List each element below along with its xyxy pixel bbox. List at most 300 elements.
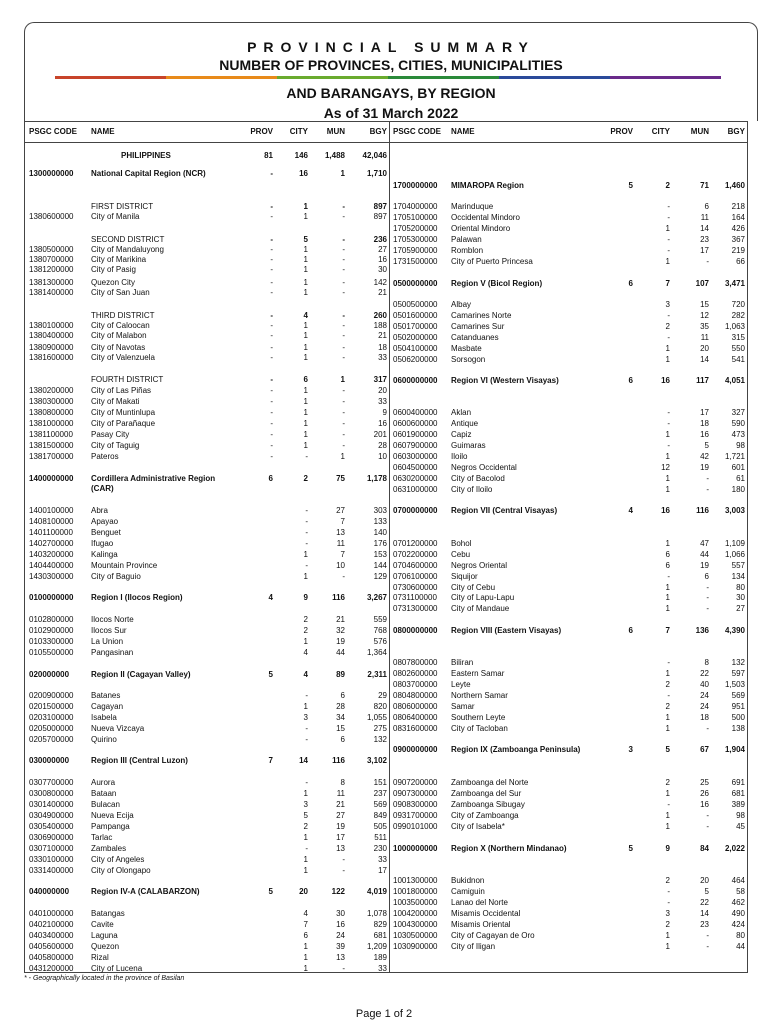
cell-bgy: 541 [731, 355, 745, 364]
cell-prov: - [270, 353, 273, 362]
psgc-code: 0804800000 [393, 691, 438, 700]
cell-city: 1 [303, 953, 308, 962]
cell-city: 1 [665, 669, 670, 678]
cell-mun: 32 [336, 626, 345, 635]
psgc-code: 0304900000 [29, 811, 74, 820]
cell-city: 1 [303, 964, 308, 973]
cell-mun: - [706, 942, 709, 951]
cell-city: - [305, 724, 308, 733]
cell-bgy: 80 [736, 583, 745, 592]
psgc-code: 1430300000 [29, 572, 74, 581]
cell-mun: - [342, 419, 345, 428]
cell-mun: 42 [700, 452, 709, 461]
area-name: City of Zamboanga [451, 811, 519, 820]
area-name: FOURTH DISTRICT [91, 375, 164, 384]
cell-prov: - [270, 386, 273, 395]
area-name: Iloilo [451, 452, 468, 461]
area-name: City of Taguig [91, 441, 140, 450]
column-header-name: NAME [451, 127, 475, 136]
cell-mun: - [706, 583, 709, 592]
table-row [25, 626, 747, 648]
cell-bgy: 236 [373, 235, 387, 244]
area-name: Masbate [451, 344, 482, 353]
cell-bgy: 18 [378, 343, 387, 352]
cell-city: - [667, 441, 670, 450]
cell-mun: 21 [336, 800, 345, 809]
area-name: City of Valenzuela [91, 353, 155, 362]
cell-prov: - [270, 169, 273, 178]
cell-mun: - [706, 811, 709, 820]
area-name: Region VII (Central Visayas) [451, 506, 558, 515]
cell-bgy: 66 [736, 257, 745, 266]
cell-bgy: 720 [731, 300, 745, 309]
cell-mun: - [342, 331, 345, 340]
cell-mun: 22 [700, 898, 709, 907]
psgc-code: 1381200000 [29, 265, 74, 274]
cell-mun: 117 [696, 376, 709, 385]
area-name: City of Mandaluyong [91, 245, 164, 254]
cell-prov: 7 [268, 756, 273, 765]
area-name: City of Manila [91, 212, 140, 221]
psgc-code: 1381100000 [29, 430, 73, 439]
page-number: Page 1 of 2 [355, 1008, 413, 1020]
cell-mun: 24 [700, 691, 709, 700]
psgc-code: 0731100000 [393, 593, 437, 602]
cell-bgy: 1,503 [724, 680, 745, 689]
area-name: Eastern Samar [451, 669, 505, 678]
cell-bgy: 58 [736, 887, 745, 896]
psgc-code: 0500000000 [393, 279, 438, 288]
stripe-segment [610, 76, 721, 79]
cell-mun: - [706, 485, 709, 494]
cell-mun: - [706, 822, 709, 831]
area-name: City of Malabon [91, 331, 147, 340]
cell-bgy: 490 [731, 909, 745, 918]
cell-bgy: 10 [378, 452, 387, 461]
column-header-bgy: BGY [369, 127, 387, 136]
cell-prov: - [270, 311, 273, 320]
area-name: City of Navotas [91, 343, 146, 352]
cell-mun: 17 [700, 408, 709, 417]
psgc-code: 1380600000 [29, 212, 74, 221]
cell-city: - [667, 572, 670, 581]
cell-city: 1 [665, 604, 670, 613]
cell-mun: 116 [696, 506, 709, 515]
cell-prov: - [270, 288, 273, 297]
psgc-code: 0600000000 [393, 376, 438, 385]
psgc-code: 1000000000 [393, 844, 438, 853]
psgc-code: 0331400000 [29, 866, 74, 875]
psgc-code: 0907300000 [393, 789, 438, 798]
cell-mun: 12 [700, 311, 709, 320]
cell-city: 1 [303, 397, 308, 406]
psgc-code: 0704600000 [393, 561, 438, 570]
cell-bgy: 1,364 [366, 648, 387, 657]
cell-bgy: 951 [731, 702, 745, 711]
cell-bgy: 44 [736, 942, 745, 951]
psgc-code: 1705200000 [393, 224, 438, 233]
cell-city: 2 [303, 615, 308, 624]
psgc-code: 0500500000 [393, 300, 438, 309]
cell-prov: - [270, 245, 273, 254]
cell-bgy: 576 [373, 637, 387, 646]
psgc-code: 1001300000 [393, 876, 438, 885]
psgc-code: 0330100000 [29, 855, 74, 864]
cell-bgy: 188 [373, 321, 387, 330]
column-header-code: PSGC CODE [393, 127, 442, 136]
cell-mun: 89 [336, 670, 345, 679]
cell-bgy: 42,046 [362, 151, 387, 160]
psgc-code: 1403200000 [29, 550, 74, 559]
cell-bgy: 315 [731, 333, 745, 342]
cell-city: 1 [665, 811, 670, 820]
cell-bgy: 4,390 [724, 626, 745, 635]
cell-mun: - [342, 572, 345, 581]
cell-bgy: 768 [373, 626, 387, 635]
cell-city: - [667, 333, 670, 342]
cell-mun: 1,488 [324, 151, 345, 160]
cell-mun: - [342, 212, 345, 221]
cell-bgy: 260 [373, 311, 387, 320]
cell-bgy: 505 [373, 822, 387, 831]
psgc-code: 0908300000 [393, 800, 438, 809]
cell-mun: 40 [700, 680, 709, 689]
column-header-mun: MUN [326, 127, 345, 136]
cell-bgy: 4,019 [366, 887, 387, 896]
cell-bgy: 367 [731, 235, 745, 244]
cell-city: 1 [665, 789, 670, 798]
cell-bgy: 500 [731, 713, 745, 722]
psgc-code: 1380500000 [29, 245, 74, 254]
cell-mun: 30 [336, 909, 345, 918]
cell-city: 1 [303, 637, 308, 646]
cell-mun: 44 [336, 648, 345, 657]
table-row [25, 724, 747, 736]
cell-mun: 136 [695, 626, 709, 635]
cell-city: 4 [303, 311, 308, 320]
table-row [25, 376, 747, 398]
area-name: Ifugao [91, 539, 114, 548]
cell-bgy: 1,063 [724, 322, 745, 331]
area-name: Romblon [451, 246, 484, 255]
area-name: City of Caloocan [91, 321, 150, 330]
cell-city: 1 [303, 942, 308, 951]
cell-bgy: 317 [373, 375, 387, 384]
area-name: Quezon [91, 942, 120, 951]
cell-city: 1 [303, 265, 308, 274]
cell-mun: 20 [700, 344, 709, 353]
cell-city: - [667, 898, 670, 907]
cell-city: 1 [665, 355, 670, 364]
area-name: MIMAROPA Region [451, 181, 524, 190]
cell-city: 14 [299, 756, 308, 765]
cell-mun: 23 [700, 235, 709, 244]
psgc-code: 1402700000 [29, 539, 74, 548]
cell-bgy: 151 [373, 778, 387, 787]
cell-bgy: 1,078 [366, 909, 387, 918]
psgc-code: 1400100000 [29, 506, 74, 515]
cell-mun: 39 [336, 942, 345, 951]
cell-mun: 34 [336, 713, 345, 722]
cell-bgy: 473 [731, 430, 745, 439]
color-stripe [55, 76, 721, 79]
cell-bgy: 142 [373, 278, 387, 287]
psgc-code: 0907200000 [393, 778, 438, 787]
cell-city: 1 [665, 257, 670, 266]
psgc-code: 0201500000 [29, 702, 74, 711]
cell-city: - [305, 528, 308, 537]
cell-mun: 1 [340, 169, 345, 178]
area-name: Lanao del Norte [451, 898, 508, 907]
area-name: Bohol [451, 539, 472, 548]
cell-mun: 24 [336, 931, 345, 940]
cell-city: 12 [661, 463, 670, 472]
cell-city: - [667, 800, 670, 809]
cell-mun: 16 [336, 920, 345, 929]
cell-mun: - [342, 397, 345, 406]
cell-mun: - [342, 964, 345, 973]
psgc-code: 0806400000 [393, 713, 438, 722]
cell-bgy: 275 [373, 724, 387, 733]
cell-bgy: 303 [373, 506, 387, 515]
area-name: Pampanga [91, 822, 130, 831]
area-name: Region III (Central Luzon) [91, 756, 188, 765]
cell-city: 6 [303, 375, 308, 384]
cell-prov: - [270, 212, 273, 221]
cell-city: 1 [303, 288, 308, 297]
area-name: Nueva Vizcaya [91, 724, 145, 733]
cell-city: 2 [665, 702, 670, 711]
cell-bgy: 153 [373, 550, 387, 559]
psgc-code: 0706100000 [393, 572, 438, 581]
cell-prov: - [270, 408, 273, 417]
area-name: Kalinga [91, 550, 118, 559]
cell-mun: - [706, 931, 709, 940]
cell-bgy: 17 [378, 866, 387, 875]
psgc-code: 0405800000 [29, 953, 74, 962]
cell-mun: 107 [695, 279, 709, 288]
area-name: Zamboanga Sibugay [451, 800, 525, 809]
cell-city: 1 [303, 855, 308, 864]
cell-mun: - [342, 866, 345, 875]
cell-bgy: 189 [373, 953, 387, 962]
cell-city: - [305, 844, 308, 853]
cell-mun: - [342, 321, 345, 330]
cell-mun: 5 [704, 441, 709, 450]
psgc-code: 0203100000 [29, 713, 74, 722]
cell-city: 1 [303, 408, 308, 417]
area-name: SECOND DISTRICT [91, 235, 165, 244]
cell-prov: 81 [264, 151, 273, 160]
cell-city: 1 [665, 224, 670, 233]
cell-city: 1 [303, 255, 308, 264]
psgc-code: 0205700000 [29, 735, 74, 744]
cell-bgy: 3,471 [724, 279, 745, 288]
cell-city: - [667, 887, 670, 896]
cell-bgy: 20 [378, 386, 387, 395]
cell-bgy: 138 [731, 724, 745, 733]
cell-mun: 75 [336, 474, 345, 483]
area-name: Pangasinan [91, 648, 134, 657]
area-name: City of Bacolod [451, 474, 505, 483]
area-name: Catanduanes [451, 333, 499, 342]
area-name: Capiz [451, 430, 472, 439]
cell-mun: 10 [336, 561, 345, 570]
psgc-code: 1001800000 [393, 887, 438, 896]
cell-bgy: 33 [378, 397, 387, 406]
cell-bgy: 237 [373, 789, 387, 798]
area-name: Zamboanga del Norte [451, 778, 529, 787]
area-name: Southern Leyte [451, 713, 506, 722]
cell-city: 1 [303, 202, 308, 211]
cell-city: 1 [665, 724, 670, 733]
area-name: City of Cebu [451, 583, 496, 592]
cell-bgy: 27 [736, 604, 745, 613]
cell-mun: 116 [332, 756, 345, 765]
cell-bgy: 98 [736, 811, 745, 820]
psgc-code: 0802600000 [393, 669, 438, 678]
cell-prov: - [270, 430, 273, 439]
area-name: Marinduque [451, 202, 494, 211]
cell-mun: 26 [700, 789, 709, 798]
area-name: Biliran [451, 658, 474, 667]
cell-mun: - [342, 343, 345, 352]
cell-bgy: 327 [731, 408, 745, 417]
cell-mun: 14 [700, 909, 709, 918]
area-name: PHILIPPINES [121, 151, 171, 160]
cell-bgy: 569 [373, 800, 387, 809]
cell-city: - [305, 735, 308, 744]
area-name: City of Marikina [91, 255, 147, 264]
psgc-code: 0800000000 [393, 626, 438, 635]
cell-city: 16 [661, 506, 670, 515]
area-name: City of Olongapo [91, 866, 151, 875]
cell-mun: - [706, 474, 709, 483]
cell-bgy: 180 [731, 485, 745, 494]
cell-city: 20 [299, 887, 308, 896]
cell-city: 16 [661, 376, 670, 385]
psgc-code: 0300800000 [29, 789, 74, 798]
table-row [25, 151, 747, 163]
area-name: Region I (Ilocos Region) [91, 593, 183, 602]
psgc-code: 1380900000 [29, 343, 74, 352]
cell-prov: - [270, 375, 273, 384]
area-name: THIRD DISTRICT [91, 311, 155, 320]
cell-bgy: 511 [374, 833, 387, 842]
cell-mun: 7 [340, 550, 345, 559]
cell-prov: 3 [628, 745, 633, 754]
area-name: Pasay City [91, 430, 130, 439]
cell-city: 2 [665, 920, 670, 929]
document-title: PROVINCIAL SUMMARY [247, 39, 535, 55]
cell-prov: - [270, 441, 273, 450]
cell-city: 2 [665, 778, 670, 787]
cell-mun: - [706, 593, 709, 602]
cell-mun: 14 [700, 355, 709, 364]
cell-city: 3 [303, 713, 308, 722]
cell-mun: 25 [700, 778, 709, 787]
cell-prov: - [270, 397, 273, 406]
psgc-code: 0701200000 [393, 539, 438, 548]
cell-mun: 27 [336, 811, 345, 820]
psgc-code: 040000000 [29, 887, 70, 896]
cell-bgy: 2,311 [367, 670, 387, 679]
area-name: Palawan [451, 235, 482, 244]
cell-city: 1 [665, 593, 670, 602]
psgc-code: 1705100000 [393, 213, 438, 222]
cell-bgy: 4,051 [724, 376, 745, 385]
cell-bgy: 30 [378, 265, 387, 274]
area-name: Batanes [91, 691, 121, 700]
area-name: Region IX (Zamboanga Peninsula) [451, 745, 581, 754]
cell-mun: - [342, 353, 345, 362]
cell-city: 1 [665, 485, 670, 494]
cell-bgy: 559 [373, 615, 387, 624]
cell-bgy: 1,721 [724, 452, 745, 461]
area-name: Bulacan [91, 800, 120, 809]
cell-city: 1 [303, 343, 308, 352]
cell-bgy: 2,022 [724, 844, 745, 853]
area-name: Leyte [451, 680, 471, 689]
cell-bgy: 144 [373, 561, 387, 570]
cell-city: 6 [303, 931, 308, 940]
area-name: City of Tacloban [451, 724, 508, 733]
cell-mun: 19 [336, 822, 345, 831]
cell-bgy: 219 [731, 246, 745, 255]
cell-bgy: 140 [373, 528, 387, 537]
area-name: Cebu [451, 550, 471, 559]
cell-prov: 6 [628, 376, 633, 385]
cell-city: 5 [665, 745, 670, 754]
table-row [25, 822, 747, 834]
cell-prov: 5 [628, 181, 633, 190]
document-subtitle-line2: AND BARANGAYS, BY REGION [286, 85, 496, 101]
cell-city: 1 [303, 702, 308, 711]
cell-city: 1 [665, 539, 670, 548]
psgc-code: 0731300000 [393, 604, 438, 613]
cell-city: 1 [665, 822, 670, 831]
footnote: * - Geographically located in the province of Basilan [24, 975, 185, 982]
cell-city: 1 [665, 474, 670, 483]
cell-city: 1 [303, 866, 308, 875]
cell-bgy: 829 [373, 920, 387, 929]
cell-city: - [305, 539, 308, 548]
psgc-code: 1030900000 [393, 942, 438, 951]
cell-bgy: 426 [731, 224, 745, 233]
cell-bgy: 1,904 [724, 745, 745, 754]
cell-prov: - [270, 331, 273, 340]
column-header-bgy: BGY [727, 127, 745, 136]
psgc-code: 1030500000 [393, 931, 438, 940]
cell-city: 1 [665, 344, 670, 353]
table-header [25, 122, 747, 143]
cell-bgy: 30 [736, 593, 745, 602]
cell-prov: - [270, 265, 273, 274]
table-row [25, 355, 747, 367]
column-header-city: CITY [651, 127, 670, 136]
cell-city: 2 [665, 181, 670, 190]
psgc-code: 1381500000 [29, 441, 74, 450]
cell-city: - [667, 691, 670, 700]
cell-city: 16 [299, 169, 308, 178]
cell-mun: - [342, 855, 345, 864]
summary-table [24, 121, 748, 973]
area-name: Region VIII (Eastern Visayas) [451, 626, 562, 635]
cell-city: 1 [303, 441, 308, 450]
cell-bgy: 462 [731, 898, 745, 907]
cell-bgy: 282 [731, 311, 745, 320]
cell-mun: 13 [336, 844, 345, 853]
